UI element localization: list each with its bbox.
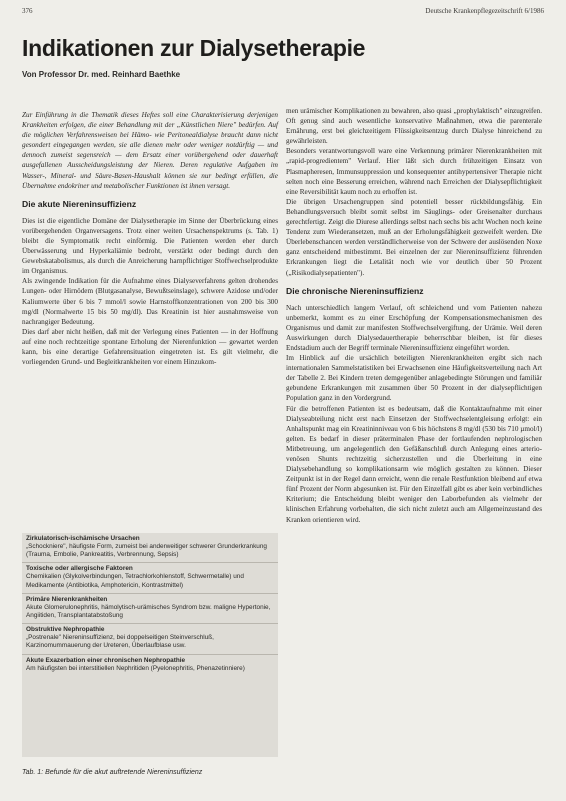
author-byline: Von Professor Dr. med. Reinhard Baethke <box>22 70 181 79</box>
right-paragraph-6: Für die betroffenen Patienten ist es bedeutsam, daß die Kontaktaufnahme mit einer Dialyseabteilung nicht erst nach Einsetzen der Stoffwechselentgleisung erfolgt: ein Anhaltspunkt mag ein Kreatininniveau von 6 bis höchstens 8 mg/dl (530 bis 710 µmol/l) gelten. Es bedarf in dieser präterminalen Phase der fortlaufenden nephrologischen Mitbetreuung, um angelegentlich den Gefäßanschluß durch Anlegung eines arterio-venösen Shunts rechtzeitig sicherzustellen und die Überleitung in eine Dialysebehandlung so komplikationsarm wie möglich gestalten zu können. Dieser Zeitpunkt ist in der Regel dann erreicht, wenn die renale Restfunktion bleibend auf etwa fünf Prozent der Norm abgesunken ist. Für den Einzelfall gibt es aber kein verbindliches Kriterium; die Entscheidung bleibt weniger den Laborbefunden als vielmehr der klinischen Erfahrung vorbehalten, die sich nicht zuletzt auch am Allgemeinzustand des Kranken orientieren wird. <box>286 404 542 524</box>
page-number: 376 <box>22 7 33 15</box>
table-section-text: Akute Glomerulonephritis, hämolytisch-urämisches Syndrom bzw. maligne Hypertonie, Angiitiden, Transplantatabstoßung <box>26 603 271 620</box>
acute-paragraph-3: Dies darf aber nicht heißen, daß mit der Verlegung eines Patienten — in der Hoffnung auf eine noch rechtzeitige spontane Erholung der Nierenfunktion — gewartet werden kann, bis eine derartige Gefahrensituation eingetreten ist. Es gilt vielmehr, die vorliegenden Grund- und Begleitkrankheiten vor einem Hinzukom- <box>22 327 278 367</box>
table-section <box>22 654 278 676</box>
table-section <box>22 562 278 592</box>
intro-paragraph: Zur Einführung in die Thematik dieses Heftes soll eine Charakterisierung derjenigen Krankheiten erfolgen, die einer Behandlung mit der „Künstlichen Niere" bedürfen. Auf die möglichen Verfahrensweisen bei Hämo- wie Peritonealdialyse braucht dann nicht gesondert eingegangen werden, sie alle dienen mehr oder weniger notdürftig — und dennoch zumeist segensreich — dem Ersatz einer vorübergehend oder dauerhaft ausgefallenen Ausscheidungsleistung der Nieren. Deren regulative Aufgaben im Wasser-, Mineral- und Säure-Basen-Haushalt können sie nur bedingt erfüllen, die Übernahme endokriner und metabolischer Funktionen ist ihnen versagt. <box>22 111 278 190</box>
table-section <box>22 533 278 562</box>
running-header <box>22 6 544 16</box>
table-caption: Tab. 1: Befunde für die akut auftretende Niereninsuffizienz <box>22 769 203 776</box>
right-paragraph-1: men urämischer Komplikationen zu bewahren, also quasi „prophylaktisch" einzugreifen. Oft genug sind auch wesentliche konservative Maßnahmen, etwa die parenterale Ernährung, erst bei gleichzeitigem Flüssigkeitsentzug durch Dialyse hinreichend zu gewährleisten. <box>286 107 542 146</box>
journal-name: Deutsche Krankenpflegezeitschrift 6/1986 <box>425 7 544 15</box>
acute-paragraph-1: Dies ist die eigentliche Domäne der Dialysetherapie im Sinne der Überbrückung eines vorübergehenden Organversagens. Trotz einer weiten Ursachenspektrums (s. Tab. 1) bleibt die Symptomatik recht einförmig. Die Patienten werden eher durch Überwässerung und Hyperkaliämie bedroht, verstärkt oder bedingt durch den Gewebskatabolismus, als durch die Anreicherung harnpflichtiger Stoffwechselprodukte im Organismus. <box>22 216 278 276</box>
table-section-text: Chemikalien (Glykolverbindungen, Tetrachlorkohlenstoff, Schwermetalle) und Medikamente (Antibiotika, Amphotericin, Kontrastmittel) <box>26 573 244 589</box>
table-section-text: „Postrenale" Niereninsuffizienz, bei doppelseitigen Steinverschluß, Karzinomummauerung der Ureteren, Überlaufblase usw. <box>26 634 214 650</box>
table-section-heading: Primäre Nierenkrankheiten <box>26 595 108 603</box>
causes-table <box>22 533 278 757</box>
table-section-heading: Obstruktive Nephropathie <box>26 626 105 634</box>
table-section-text: „Schockniere", häufigste Form, zumeist bei anderweitiger schwerer Grunderkrankung (Trauma, Embolie, Pankreatitis, Verbrennung, Sepsis) <box>26 543 267 559</box>
table-section-heading: Akute Exazerbation einer chronischen Nephropathie <box>26 656 186 664</box>
right-paragraph-4: Nach unterschiedlich langem Verlauf, oft schleichend und vom Patienten nahezu unbemerkt, kommt es zu einer Erschöpfung der Kompensationsmechanismen des Organismus und damit zur manifesten Stoffwechselvergiftung, der Urämie. Weil deren Auswirkungen durch Dialysedauertherapie beherrschbar bleiben, ist für dieses Endstadium auch der Begriff terminale Niereninsuffizienz eingeführt worden. <box>286 303 542 352</box>
right-paragraph-2: Besonders verantwortungsvoll ware eine Verkennung primärer Nierenkrankheiten mit „rapid-progredientem" Verlauf. Hier läßt sich durch frühzeitigen Einsatz von Plasmapheresen, Immunsuppression und konsequenter antihypertensiver Therapie nicht selten noch eine Besserung erreichen, während nach Erreichen der Dialysepflichtigkeit eine Reversibilität kaum noch zu erhoffen ist. <box>286 147 542 196</box>
right-paragraph-3: Die übrigen Ursachengruppen sind potentiell besser rückbildungsfähig. Ein Behandlungsversuch bleibt somit selbst im Säuglings- oder Greisenalter durchaus gerechtfertigt. Zeigt die Diurese allerdings selbst nach sechs bis acht Wochen noch keine Tendenz zum Wiederansetzen, muß an der Erholungsfähigkeit gezweifelt werden. Die Überlebenschancen werden verständlicherweise von der Schwere der auslösenden Noxe ganz entscheidend mitbestimmt. Bei einzelnen der zur Niereninsuffizienz führenden Erkrankungen liegt die Letalität noch wie vor deutlich über 50 Prozent („Risikodialysepatienten"). <box>286 197 542 277</box>
table-section-heading: Toxische oder allergische Faktoren <box>26 565 133 573</box>
left-column <box>22 110 278 367</box>
table-section <box>22 623 278 653</box>
right-paragraph-5: Im Hinblick auf die ursächlich beteiligten Nierenkrankheiten ergibt sich nach internationalen Sammelstatistiken bei Erwachsenen eine Häufigkeitsverteilung nach Art der Tabelle 2. Bei Kindern treten demgegenüber anlagebedingte Störungen und familiär gebundene Erkrankungen mit zusammen über 50 Prozent in der dialysepflichtigen Population ganz in den Vordergrund. <box>286 354 542 403</box>
section-heading-acute: Die akute Niereninsuffizienz <box>22 198 137 209</box>
table-section-heading: Zirkulatorisch-ischämische Ursachen <box>26 535 140 542</box>
article-title: Indikationen zur Dialysetherapie <box>22 35 366 61</box>
section-heading-chronic: Die chronische Niereninsuffizienz <box>286 285 424 296</box>
right-column <box>286 106 542 525</box>
table-section <box>22 593 278 623</box>
acute-paragraph-2: Als zwingende Indikation für die Aufnahme eines Dialyseverfahrens gelten drohendes Lungen- oder Hirnödem (Blutgasanalyse, Bewußtseinslage), schwere Azidose und/oder Kaliumwerte über 6 bis 7 mmol/l sowie Harnstoffkonzentrationen von 200 bis 300 mg/dl (Normalwerte 15 bis 50 mg/dl). Das Kreatinin ist hier ausnahmsweise von nachrangiger Bedeutung. <box>22 277 278 326</box>
table-section-text: Am häufigsten bei interstitiellen Nephritiden (Pyelonephritis, Phenazetinniere) <box>26 664 245 672</box>
